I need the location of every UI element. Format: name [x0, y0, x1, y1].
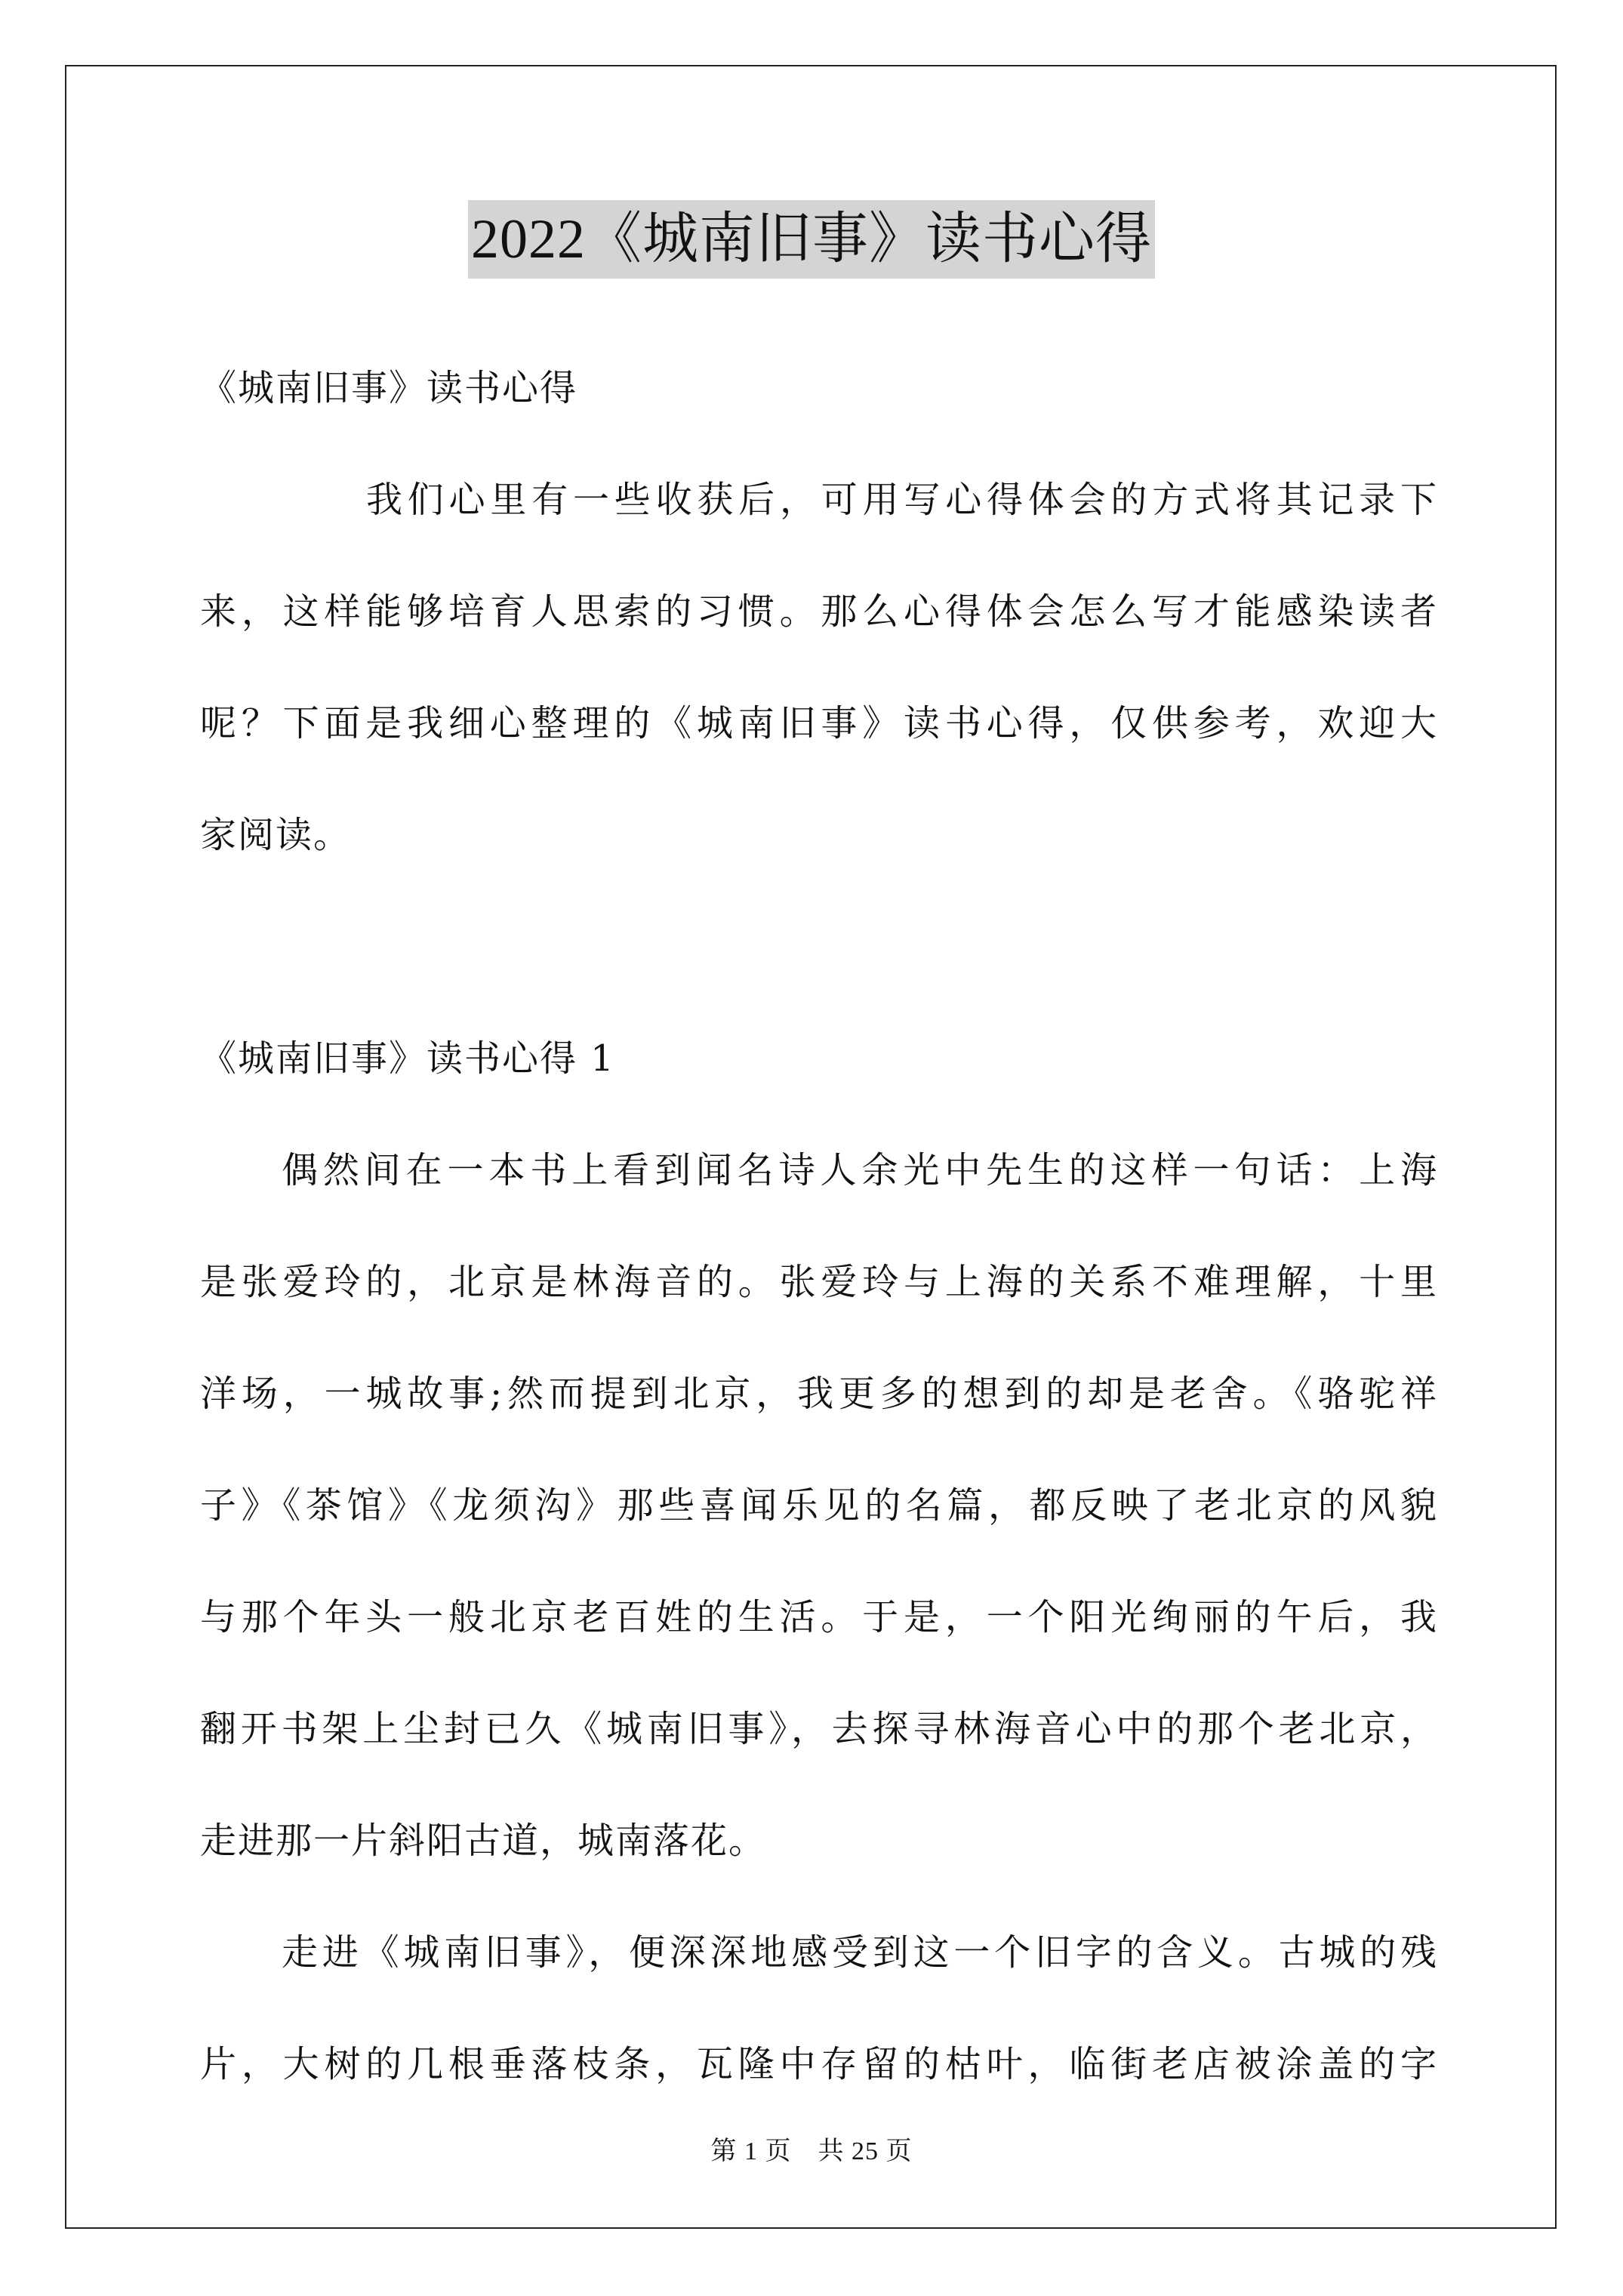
paragraph-line: 洋场，一城故事;然而提到北京，我更多的想到的却是老舍。《骆驼祥	[200, 1373, 1438, 1415]
document-subtitle: 《城南旧事》读书心得	[200, 367, 578, 409]
intro-line: 来，这样能够培育人思索的习惯。那么心得体会怎么写才能感染读者	[200, 590, 1438, 633]
intro-line: 呢？下面是我细心整理的《城南旧事》读书心得，仅供参考，欢迎大	[200, 702, 1438, 744]
document-title: 2022《城南旧事》读书心得	[468, 200, 1155, 279]
paragraph-line: 子》《茶馆》《龙须沟》那些喜闻乐见的名篇，都反映了老北京的风貌	[200, 1484, 1438, 1527]
intro-line: 我们心里有一些收获后，可用写心得体会的方式将其记录下	[366, 479, 1438, 521]
paragraph-line: 翻开书架上尘封已久《城南旧事》，去探寻林海音心中的那个老北京，	[200, 1708, 1438, 1750]
paragraph-line: 是张爱玲的，北京是林海音的。张爱玲与上海的关系不难理解，十里	[200, 1261, 1438, 1303]
paragraph-line: 偶然间在一本书上看到闻名诗人余光中先生的这样一句话：上海	[282, 1149, 1438, 1191]
page-number: 第 1 页 共 25 页	[710, 2137, 913, 2165]
paragraph-line: 与那个年头一般北京老百姓的生活。于是，一个阳光绚丽的午后，我	[200, 1596, 1438, 1638]
paragraph-line: 走进那一片斜阳古道，城南落花。	[200, 1820, 767, 1862]
section-heading: 《城南旧事》读书心得 1	[200, 1037, 615, 1080]
paragraph-line: 走进《城南旧事》，便深深地感受到这一个旧字的含义。古城的残	[282, 1931, 1438, 1974]
intro-line: 家阅读。	[200, 814, 352, 856]
paragraph-line: 片，大树的几根垂落枝条，瓦隆中存留的枯叶，临街老店被涂盖的字	[200, 2043, 1438, 2085]
title-container	[0, 200, 1623, 279]
